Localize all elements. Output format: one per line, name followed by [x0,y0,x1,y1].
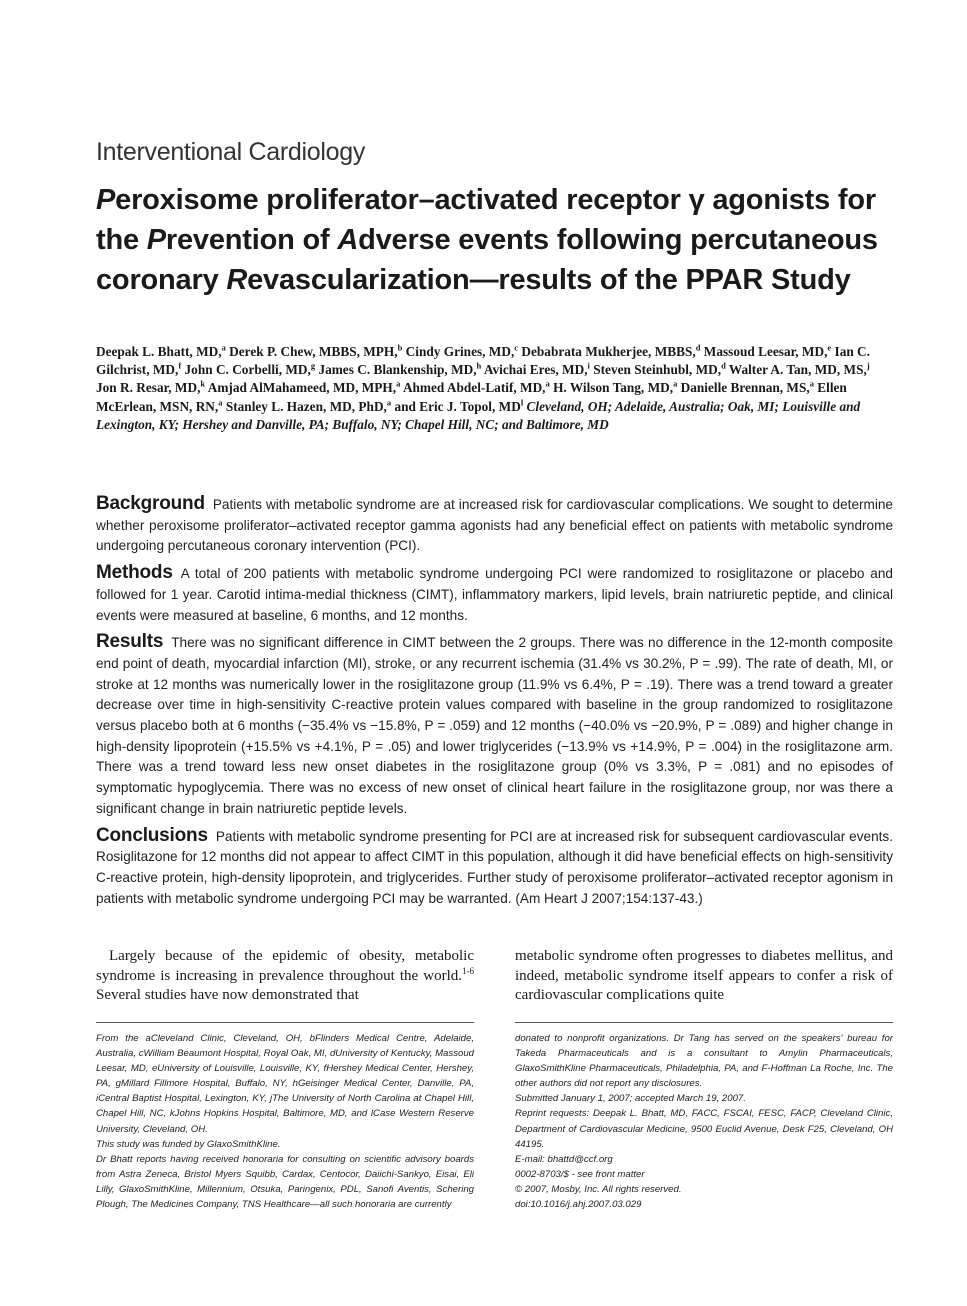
footnotes-right [515,1031,893,1212]
author-affiliation-mark: b [397,342,403,353]
author-name: Danielle Brennan, MS, [680,380,810,396]
author-name: and Eric J. Topol, MD [394,398,521,414]
results-text: There was no significant difference in CIMT between the 2 groups. There was no difference in the 12-month composite end point of death, myocardial infarction (MI), stroke, or any recurrent ischemia (31.4% vs 30.2%, P = .99). The rate of death, MI, or stroke at 12 months was numerically lower in the rosiglitazone group (11.9% vs 6.4%, P = .19). There was a trend toward a greater decrease over time in high-sensitivity C-reactive protein values compared with baseline in the group randomized to rosiglitazone versus placebo both at 6 months (−35.4% vs −15.8%, P = .059) and 12 months (−40.0% vs −20.9%, P = .089) and higher change in high-density lipoprotein (+15.5% vs +4.1%, P = .05) and lower triglycerides (−13.9% vs +14.9%, P = .004) in the rosiglitazone arm. There was a trend toward less new onset diabetes in the rosiglitazone group (0% vs 3.3%, P = .081) and no episodes of symptomatic hypoglycemia. There was no excess of new onset of clinical heart failure in the rosiglitazone group, nor was there a significant change in brain natriuretic peptide levels. [96,635,893,816]
footnote-disclosure-continued: donated to nonprofit organizations. Dr Tang has served on the speakers' bureau for Takeda Pharmaceuticals and is a consultant to Amylin Pharmaceuticals, GlaxoSmithKline Pharmaceuticals, Philadelphia, PA, and F-Hoffman La Roche, Inc. The other authors did not report any disclosures. [515,1033,893,1090]
author-affiliation-mark: a [545,378,550,389]
author-affiliation-mark: k [200,378,206,389]
author-name: Stanley L. Hazen, MD, PhD, [225,398,387,414]
footnote-copyright: © 2007, Mosby, Inc. All rights reserved. [515,1183,682,1195]
footnote-issn: 0002-8703/$ - see front matter [515,1168,645,1180]
conclusions-heading: Conclusions [96,824,208,846]
author-affiliation-mark: d [695,342,701,353]
title-text-2: revention of [165,224,338,256]
author-name: H. Wilson Tang, MD, [553,380,674,396]
footnote-email[interactable]: E-mail: bhattd@ccf.org [515,1153,613,1165]
footnote-doi[interactable]: doi:10.1016/j.ahj.2007.03.029 [515,1199,642,1211]
author-affiliation-mark: f [178,360,182,371]
footnote-submitted: Submitted January 1, 2007; accepted March 19, 2007. [515,1093,746,1105]
conclusions-text: Patients with metabolic syndrome presenting for PCI are at increased risk for subsequent cardiovascular events. Rosiglitazone for 12 months did not appear to affect CIMT in this population, although it did have beneficial effects on high-sensitivity C-reactive protein, high-density lipoprotein, and triglycerides. Further study of peroxisome proliferator–activated receptor agonism in patients with metabolic syndrome undergoing PCI may be warranted. (Am Heart J 2007;154:137-43.) [96,828,893,906]
author-affiliation-mark: j [866,360,870,371]
body-left-text-1: Largely because of the epidemic of obesity, metabolic syndrome is increasing in prevalence throughout the world. [96,948,474,984]
author-name: Cindy Grines, MD, [405,344,515,359]
author-affiliation-mark: h [476,360,482,371]
abstract-methods [96,563,893,626]
author-affiliation-mark: a [809,378,814,389]
body-column-right: metabolic syndrome often progresses to diabetes mellitus, and indeed, metabolic syndrome itself appears to confer a risk of cardiovascular complications quite [515,948,893,1003]
footnote-divider-right [515,1022,893,1023]
article-page [96,0,893,1306]
title-text-3: dverse events following percutaneous coronary [96,224,878,296]
author-affiliation-mark: a [673,378,678,389]
author-name: John C. Corbelli, MD, [184,362,311,378]
body-column-left [96,947,474,1006]
author-name: Jon R. Resar, MD, [96,380,201,396]
abstract-conclusions [96,826,893,910]
author-locations: Cleveland, OH; Adelaide, Australia; Oak, MI; Louisville and Lexington, KY; Hershey and Danville, PA; Buffalo, NY; Chapel Hill, NC; and Baltimore, MD [96,398,861,432]
title-cap-p2: P [146,224,166,256]
footnote-funding: This study was funded by GlaxoSmithKline. [96,1138,281,1150]
footnote-disclosure: Dr Bhatt reports having received honoraria for consulting on scientific advisory boards from Astra Zeneca, Bristol Myers Squibb, Cardax, Centocor, Daiichi-Sankyo, Eisai, Eli Lilly, GlaxoSmithKline, Millennium, Otsuka, Paringenix, PDL, Sanofi Aventis, Schering Plough, The Medicines Company, TNS Healthcare—all such honoraria are currently [96,1153,474,1211]
author-name: Ahmed Abdel-Latif, MD, [402,380,546,396]
author-affiliation-mark: a [218,397,223,408]
author-affiliation-mark: a [386,397,392,408]
author-affiliation-mark: c [514,342,519,353]
author-name: Steven Steinhubl, MD, [593,362,722,378]
author-affiliation-mark: l [520,397,524,408]
citation-ref[interactable]: 1-6 [462,965,474,976]
author-affiliation-mark: i [587,360,590,371]
abstract [96,494,893,915]
author-name: Debabrata Mukherjee, MBBS, [521,344,696,359]
abstract-background [96,494,893,557]
title-text-1: eroxisome proliferator–activated receptor γ agonists for the [96,184,876,256]
article-title [96,180,893,300]
body-left-text-2: Several studies have now demonstrated that [96,987,359,1003]
author-name: Walter A. Tan, MD, MS, [728,362,867,378]
results-heading: Results [96,631,164,653]
author-affiliation-mark: g [310,360,316,371]
abstract-results [96,632,893,819]
section-label: Interventional Cardiology [96,138,366,166]
footnote-affiliations: From the aCleveland Clinic, Cleveland, OH, bFlinders Medical Centre, Adelaide, Australia, cWilliam Beaumont Hospital, Royal Oak, MI, dUniversity of Kentucky, Massoud Leesar, MD, eUniversity of Louisville, Louisville, KY, fHershey Medical Center, Hershey, PA, gMillard Fillmore Hospital, Buffalo, NY, hGeisinger Medical Center, Danville, PA, iCentral Baptist Hospital, Lexington, KY, jThe University of North Carolina at Chapel Hill, Chapel Hill, NC, kJohns Hopkins Hospital, Baltimore, MD, and lCase Western Reserve University, Cleveland, OH. [96,1033,474,1135]
author-name: Deepak L. Bhatt, MD, [96,344,222,359]
author-name: Ian C. Gilchrist, MD, [96,344,870,378]
author-name: Massoud Leesar, MD, [703,344,828,359]
author-affiliation-mark: d [721,360,726,371]
title-cap-r: R [226,264,248,296]
author-name: James C. Blankenship, MD, [318,362,477,378]
author-name: Derek P. Chew, MBBS, MPH, [229,344,398,359]
footnotes-left [96,1031,474,1212]
background-text: Patients with metabolic syndrome are at increased risk for cardiovascular complications. We sought to determine whether peroxisome proliferator–activated receptor gamma agonists had any beneficial effect on patients with metabolic syndrome undergoing percutaneous coronary intervention (PCI). [96,497,893,554]
author-list [96,343,893,434]
author-name: Ellen McErlean, MSN, RN, [96,380,847,414]
footnote-reprints: Reprint requests: Deepak L. Bhatt, MD, FACC, FSCAI, FESC, FACP, Cleveland Clinic, Department of Cardiovascular Medicine, 9500 Euclid Avenue, Desk F25, Cleveland, OH 44195. [515,1108,893,1150]
author-affiliation-mark: e [827,342,832,353]
background-heading: Background [96,493,205,514]
methods-heading: Methods [96,562,173,584]
author-affiliation-mark: a [221,342,226,353]
author-name: Avichai Eres, MD, [483,362,588,378]
author-affiliation-mark: a [396,378,401,389]
title-cap-p1: P [96,184,116,216]
author-name: Amjad AlMahameed, MD, MPH, [207,380,397,396]
title-cap-a: A [337,224,359,256]
title-text-4: evascularization—results of the PPAR Study [247,264,851,296]
methods-text: A total of 200 patients with metabolic syndrome undergoing PCI were randomized to rosiglitazone or placebo and followed for 1 year. Carotid intima-medial thickness (CIMT), inflammatory markers, lipid levels, brain natriuretic peptide, and clinical events were measured at baseline, 6 months, and 12 months. [96,566,893,623]
footnote-divider-left [96,1022,474,1023]
